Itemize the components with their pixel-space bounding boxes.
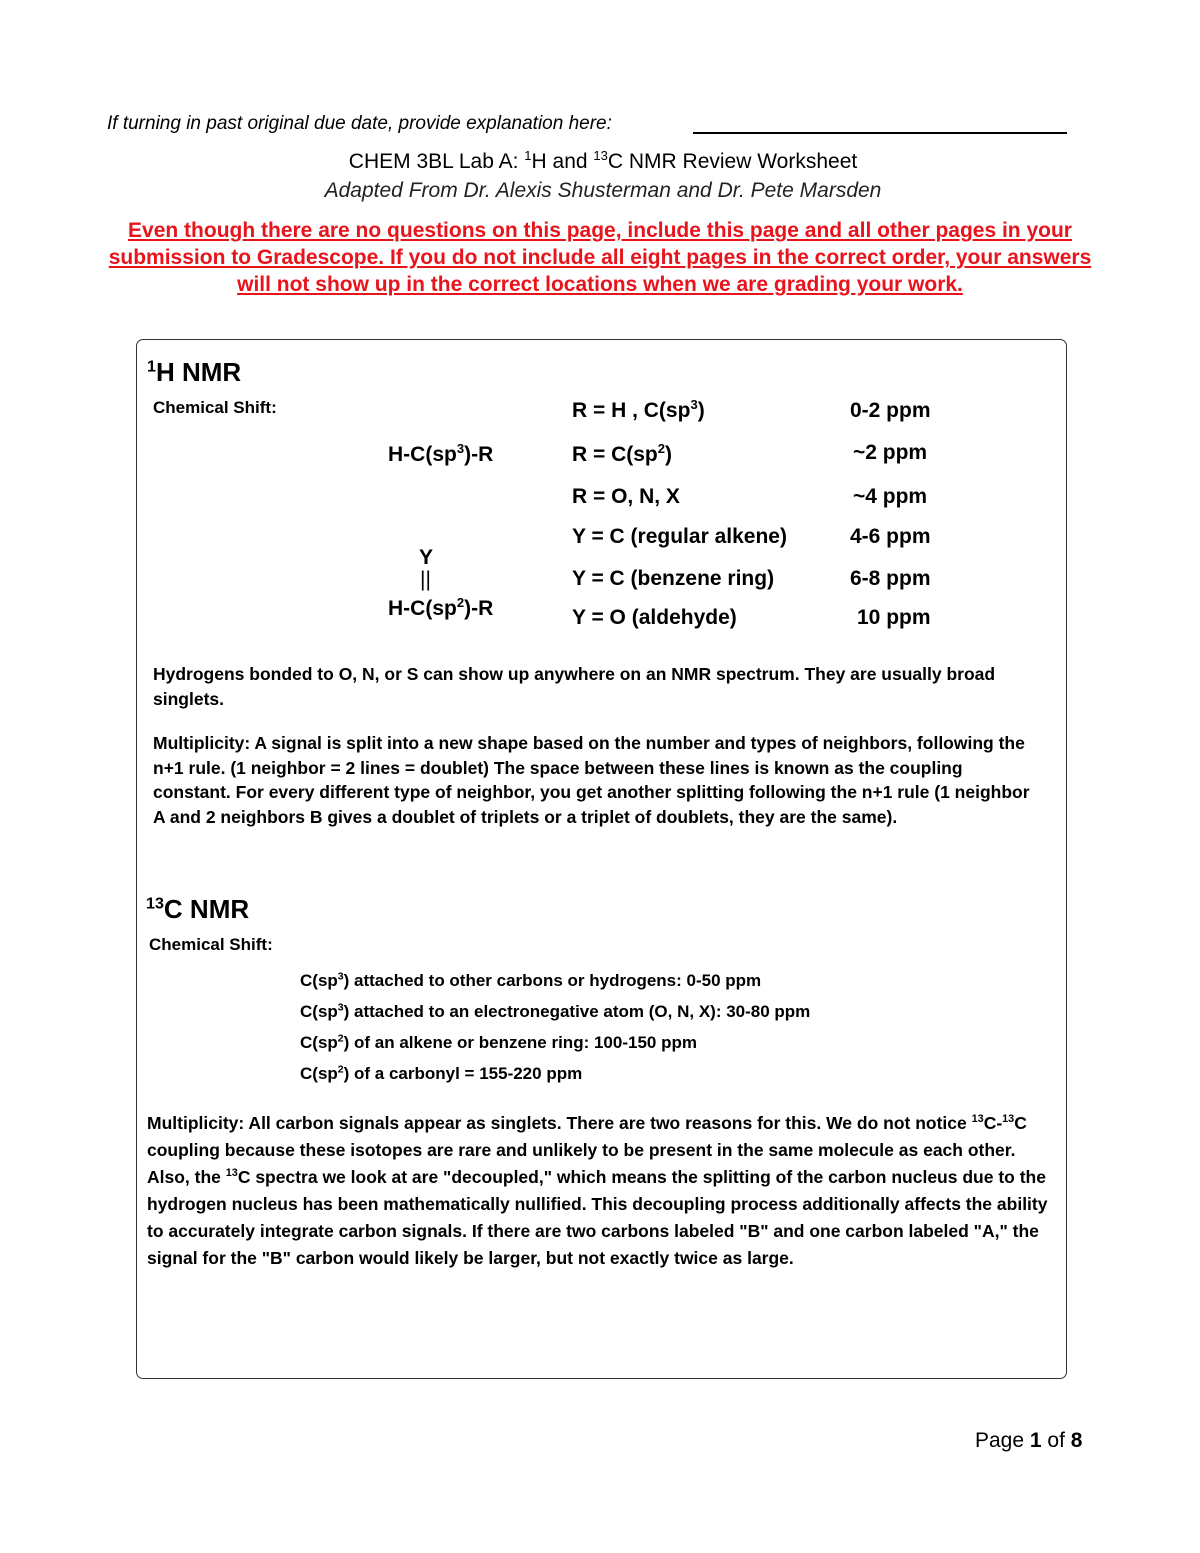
c-chemical-shift-label: Chemical Shift: [149, 935, 273, 954]
h-hetero-note: Hydrogens bonded to O, N, or S can show up anywhere on an NMR spectrum. They are usually broad singlets. [153, 664, 996, 709]
shift-condition: R = O, N, X [572, 485, 680, 508]
shift-condition: R = H , $C(sp^3)$ [572, 397, 705, 422]
submission-warning: Even though there are no questions on this page, include this page and all other pages in your submission to Gradescope. If you do not include all eight pages in the correct order, your answers will not show up in the correct locations when we are grading your work. [108, 219, 1092, 296]
h-multiplicity-paragraph: Multiplicity: A signal is split into a new shape based on the number and types of neighbors, following the n+1 rule. (1 neighbor = 2 lines = doublet) The space between these lines is known as the coupling constant. For every different type of neighbor, you get another splitting following the n+1 rule (1 neighbor A and 2 neighbors B gives a doublet of triplets or a triplet of doublets, they are the same). [153, 733, 1030, 827]
shift-condition: $R = C(sp^2)$ [572, 441, 673, 466]
shift-ppm: 4-6 ppm [850, 525, 931, 548]
shift-ppm: 10 ppm [857, 606, 931, 629]
c-shift-item: $C(sp^2)$ of a carbonyl = 155-220 ppm [300, 1063, 583, 1083]
page-subtitle: Adapted From Dr. Alexis Shusterman and Dr. Pete Marsden [324, 179, 882, 202]
shift-ppm: 0-2 ppm [850, 399, 931, 422]
structure-sp2-y: Y [419, 546, 434, 569]
h-nmr-heading: $^1$H NMR [147, 357, 242, 387]
c-shift-item: $C(sp^3)$ attached to other carbons or hydrogens: 0-50 ppm [300, 970, 762, 990]
shift-ppm: ~2 ppm [853, 441, 928, 464]
page-title: CHEM 3BL Lab A: $^1$H and $^{13}$C NMR Review Worksheet [348, 148, 858, 173]
shift-condition: Y = C (benzene ring) [572, 567, 775, 590]
shift-condition: Y = C (regular alkene) [572, 525, 787, 548]
structure-sp3: $H-C(sp^3)-R$ [388, 441, 494, 466]
late-explanation-prompt: If turning in past original due date, provide explanation here: [107, 113, 612, 134]
page-number: Page 1 of 8 [975, 1429, 1083, 1452]
structure-sp2: $H-C(sp^2)-R$ [388, 595, 494, 620]
shift-ppm: ~4 ppm [853, 485, 928, 508]
h-chemical-shift-label: Chemical Shift: [153, 398, 277, 417]
c-shift-item: $C(sp^2)$ of an alkene or benzene ring: 100-150 ppm [300, 1032, 697, 1052]
shift-condition: Y = O (aldehyde) [572, 606, 737, 629]
c-multiplicity-paragraph: Multiplicity: All carbon signals appear as singlets. There are two reasons for this. We do not notice $^{13}$C-$^{13}$C coupling because these isotopes are rare and unlikely to be present in the same molecule as each other. Also, the $^{13}$C spectra we look at are "decoupled," which means the splitting of the carbon nucleus due to the hydrogen nucleus has been mathematically nullified. This decoupling process additionally affects the ability to accurately integrate carbon signals. If there are two carbons labeled "B" and one carbon labeled "A," the signal for the "B" carbon would likely be larger, but not exactly twice as large. [147, 1113, 1048, 1268]
shift-ppm: 6-8 ppm [850, 567, 931, 590]
c-shift-item: $C(sp^3)$ attached to an electronegative atom (O, N, X): 30-80 ppm [300, 1001, 811, 1021]
late-explanation-blank-line [693, 132, 1067, 134]
c-nmr-heading: $^{13}$C NMR [146, 894, 250, 924]
structure-sp2-double-bond: || [420, 568, 431, 591]
